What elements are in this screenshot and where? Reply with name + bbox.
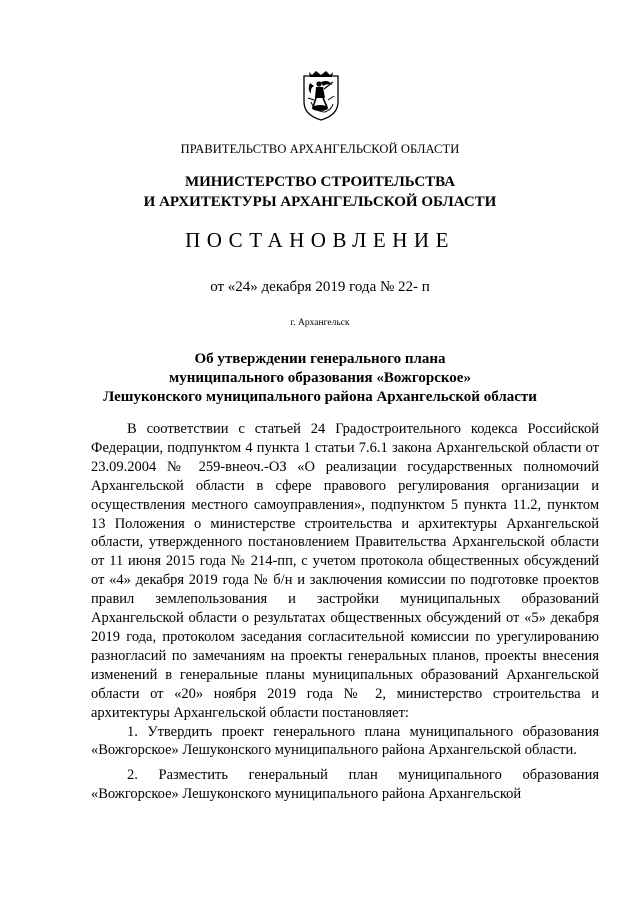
title-line1: Об утверждении генерального плана: [194, 351, 446, 367]
document-title: [0, 350, 640, 407]
document-city: г. Архангельск: [290, 318, 350, 328]
title-line3: Лешуконского муниципального района Архангельской области: [103, 389, 537, 405]
preamble-paragraph: В соответствии с статьей 24 Градостроительного кодекса Российской Федерации, подпунктом 4 пункта 1 статьи 7.6.1 закона Архангельской области от 23.09.2004 № 259-внеоч.-ОЗ «О реализации государственных полномочий Архангельской области в сфере правового регулирования организации и осуществления местного самоуправления», подпунктом 5 пункта 11.2, пунктом 13 Положения о министерстве строительства и архитектуры Архангельской области, утвержденного постановлением Правительства Архангельской области от 11 июня 2015 года № 214-пп, с учетом протокола общественных обсуждений от «4» декабря 2019 года № б/н и заключения комиссии по подготовке проектов правил землепользования и застройки муниципальных образований Архангельской области о результатах общественных обсуждений от «5» декабря 2019 года, протоколом заседания согласительной комиссии по урегулированию разногласий по замечаниям на проекты генеральных планов, проекты внесения изменений в генеральные планы муниципальных образований Архангельской области от «20» ноября 2019 года № 2, министерство строительства и архитектуры Архангельской области постановляет:: [91, 421, 599, 721]
item-2-paragraph: 2. Разместить генеральный план муниципального образования «Вожгорское» Лешуконского муниципального района Архангельской: [91, 767, 599, 803]
document-body: [91, 420, 599, 804]
document-date-number: от «24» декабря 2019 года № 22- п: [210, 279, 430, 295]
government-name: ПРАВИТЕЛЬСТВО АРХАНГЕЛЬСКОЙ ОБЛАСТИ: [180, 142, 460, 156]
document-type: ПОСТАНОВЛЕНИЕ: [185, 228, 455, 252]
coat-of-arms-icon: [301, 70, 341, 122]
ministry-name-line1: МИНИСТЕРСТВО СТРОИТЕЛЬСТВА: [184, 174, 456, 190]
title-line2: муниципального образования «Вожгорское»: [169, 370, 471, 386]
ministry-name-line2: И АРХИТЕКТУРЫ АРХАНГЕЛЬСКОЙ ОБЛАСТИ: [143, 194, 497, 210]
ministry-name: [0, 172, 640, 212]
item-1-paragraph: 1. Утвердить проект генерального плана муниципального образования «Вожгорское» Лешуконского муниципального района Архангельской области.: [91, 723, 599, 759]
